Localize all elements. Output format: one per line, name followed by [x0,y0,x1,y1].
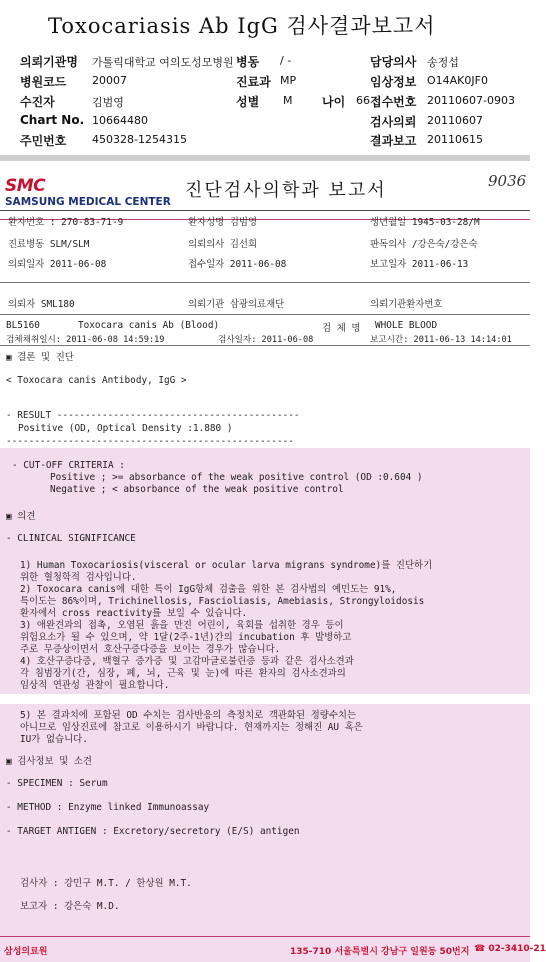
value-request-date: 20110607 [427,114,483,127]
reporter-line: 보고자 : 강은숙 M.D. [20,901,120,912]
value-hospital-code: 20007 [92,74,127,87]
note-line: 위험요소가 될 수 있으며, 약 1달(2주-1년)간의 incubation 후 발병하고 [20,632,352,643]
label-chart-no: Chart No. [20,113,85,127]
label-patient: 수진자 [20,95,55,109]
label-department: 진료과 [236,75,271,89]
handwritten-note: 9036 [488,172,527,190]
note-line: 1) Human Toxocariosis(visceral or ocular larva migrans syndrome)를 진단하기 [20,560,433,571]
note-line: 각 침범장기(간, 심장, 폐, 뇌, 근육 및 눈)에 따른 환자의 검사소견과의 [20,668,346,679]
clinical-title: - CLINICAL SIGNIFICANCE [6,533,136,544]
note-line: 임상적 연관성 관찰이 필요합니다. [20,680,170,691]
cutoff-positive: Positive ; >= absorbance of the weak positive control (OD :0.604 ) [50,472,423,483]
info-institution: 의뢰기관 삼광의료재단 [188,299,285,310]
footer-hospital: 삼성의료원 [4,947,48,957]
note-line: 위한 혈청학적 검사입니다. [20,572,137,583]
value-age: 66 [356,94,370,107]
label-receipt-no: 접수번호 [370,95,417,109]
info-birth: 생년월일 1945-03-28/M [370,217,480,228]
label-institution: 의뢰기관명 [20,55,78,69]
value-department: MP [280,74,297,87]
result-value: Positive (OD, Optical Density :1.880 ) [18,423,233,434]
footer-address: 135-710 서울특별시 강남구 일원동 50번지 [290,947,470,957]
note-line: 4) 호산구증다증, 백혈구 증가증 및 고감마글로불린증 등과 같은 검사소견과 [20,656,354,667]
value-report-date: 20110615 [427,133,483,146]
test-name: Toxocara canis Ab (Blood) [78,320,220,331]
note-line: 2) Toxocara canis에 대한 특이 IgG항체 검출을 위한 본 검사법의 예민도는 91%, [20,584,397,595]
antibody-line: < Toxocara canis Antibody, IgG > [6,375,187,386]
note-line: 특이도는 86%이며, Trichinellosis, Fascioliasis, Amebiasis, Strongyloidosis [20,596,425,607]
note-line: 환자에서 cross reactivity를 보일 수 있습니다. [20,608,248,619]
section-conclusion: ▣ 결론 및 진단 [6,352,74,363]
value-receipt-no: 20110607-0903 [427,94,515,107]
report-time: 보고시간: 2011-06-13 14:14:01 [370,335,512,345]
section-test-info: ▣ 검사정보 및 소견 [6,756,92,767]
report-title: Toxocariasis Ab IgG 검사결과보고서 [48,14,436,38]
info-inst-patient-no: 의뢰기관환자번호 [370,299,443,310]
result-label: - RESULT ------------------------------------------- [6,410,300,421]
value-ward: / - [280,54,292,67]
info-patient-no: 환자번호 : 270-83-71-9 [8,217,124,228]
specimen-label: 검 체 명 [322,323,361,334]
label-ward: 병동 [236,55,260,69]
cutoff-negative: Negative ; < absorbance of the weak positive control [50,484,344,495]
footer-phone: ☎ 02-3410-21 [474,944,546,954]
note5-line: 아니므로 임상진료에 참고로 이용하시기 바랍니다. 현재까지는 정해진 AU 혹은 [20,722,363,733]
label-clinical-info: 임상정보 [370,75,417,89]
label-sex: 성별 [236,95,260,109]
result-rule [0,345,530,346]
value-institution: 가톨릭대학교 여의도성모병원 [92,56,234,69]
info-doctor: 의뢰의사 김선희 [188,239,258,250]
method-line: - METHOD : Enzyme linked Immunoassay [6,802,210,813]
info-ward: 진료병동 SLM/SLM [8,239,90,250]
test-date: 검사일자: 2011-06-08 [218,335,314,345]
center-name: SAMSUNG MEDICAL CENTER [5,196,171,208]
label-report-date: 결과보고 [370,134,417,148]
note-line: 주로 무증상이면서 호산구증다증을 보이는 경우가 많습니다. [20,644,281,655]
section-opinion: ▣ 의견 [6,511,36,522]
value-chart-no: 10664480 [92,114,148,127]
specimen-value: WHOLE BLOOD [375,320,438,331]
info-request-date: 의뢰일자 2011-06-08 [8,259,107,270]
smc-logo: SMC [5,176,46,196]
label-doctor: 담당의사 [370,55,417,69]
note-line: 3) 애완견과의 접촉, 오염된 흙을 만진 어린이, 육회를 섭취한 경우 등이 [20,620,344,631]
test-rule [0,314,530,315]
scanned-report-title: 진단검사의학과 보고서 [185,180,387,201]
note5-line: 5) 본 결과치에 포함된 OD 수치는 검사반응의 측정치로 객관화된 정량수치는 [20,710,357,721]
antigen-line: - TARGET ANTIGEN : Excretory/secretory (E/S) antigen [6,826,300,837]
result-rule-text: --------------------------------------------------- [6,436,294,447]
value-patient: 김범영 [92,96,124,109]
value-sex: M [283,94,293,107]
band-gap [0,694,530,704]
footer-rule [0,936,530,937]
info-reader: 판독의사 /강은숙/강은숙 [370,239,478,250]
value-doctor: 송정섭 [427,56,459,69]
collect-time: 검체채취일시: 2011-06-08 14:59:19 [6,335,165,345]
info-requester: 의뢰자 SML180 [8,299,75,310]
cutoff-title: - CUT-OFF CRITERIA : [12,460,125,471]
label-hospital-code: 병원코드 [20,75,67,89]
info-patient-name: 환자성명 김범영 [188,217,258,228]
label-request-date: 검사의뢰 [370,115,417,129]
note5-line: IU가 없습니다. [20,734,88,745]
specimen-line: - SPECIMEN : Serum [6,778,108,789]
report-top-rule [0,210,530,211]
test-code: BL5160 [6,320,40,331]
label-resident-no: 주민번호 [20,134,67,148]
label-age: 나이 [322,95,346,109]
info-report-date: 보고일자 2011-06-13 [370,259,469,270]
tester-line: 검사자 : 강민구 M.T. / 한상원 M.T. [20,878,192,889]
info-receipt-date: 접수일자 2011-06-08 [188,259,287,270]
value-clinical-info: O14AK0JF0 [427,74,488,87]
info-rule [0,282,530,283]
value-resident-no: 450328-1254315 [92,133,187,146]
